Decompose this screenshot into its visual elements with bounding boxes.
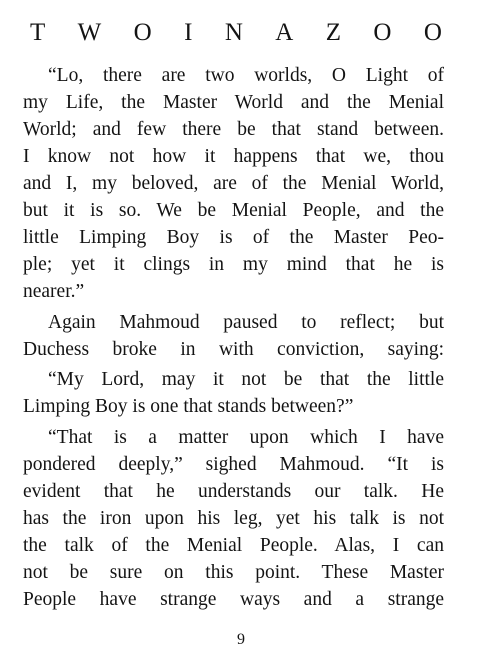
text-line: “My Lord, may it not be that the little <box>48 369 444 390</box>
text-line: Limping Boy is one that stands between?” <box>23 396 354 417</box>
text-line: pondered deeply,” sighed Mahmoud. “It is <box>23 454 444 475</box>
text-line: Duchess broke in with conviction, saying: <box>23 339 444 360</box>
running-head <box>30 18 442 48</box>
page-number: 9 <box>237 631 245 648</box>
text-line: Again Mahmoud paused to reflect; but <box>48 312 444 333</box>
text-line: “Lo, there are two worlds, O Light of <box>48 65 444 86</box>
text-line: little Limping Boy is of the Master Peo- <box>23 227 444 248</box>
text-line: not be sure on this point. These Master <box>23 562 444 583</box>
running-head-letter: Z <box>325 19 342 46</box>
running-head-letter: A <box>275 19 294 46</box>
text-line: People have strange ways and a strange <box>23 589 444 610</box>
running-head-letter: O <box>133 19 152 46</box>
running-head-letter: W <box>77 19 102 46</box>
text-line: my Life, the Master World and the Menial <box>23 92 444 113</box>
text-line: ple; yet it clings in my mind that he is <box>23 254 444 275</box>
text-line: has the iron upon his leg, yet his talk is not <box>23 508 444 529</box>
text-line: and I, my beloved, are of the Menial World, <box>23 173 444 194</box>
running-head-letter: N <box>224 19 243 46</box>
running-head-letter: O <box>423 19 442 46</box>
text-line: I know not how it happens that we, thou <box>23 146 444 167</box>
text-line: nearer.” <box>23 281 85 302</box>
text-line: the talk of the Menial People. Alas, I can <box>23 535 444 556</box>
text-line: “That is a matter upon which I have <box>48 427 444 448</box>
text-line: evident that he understands our talk. He <box>23 481 444 502</box>
running-head-letter: T <box>30 19 46 46</box>
text-line: but it is so. We be Menial People, and the <box>23 200 444 221</box>
running-head-letter: I <box>184 19 193 46</box>
text-line: World; and few there be that stand between. <box>23 119 444 140</box>
running-head-letter: O <box>373 19 392 46</box>
